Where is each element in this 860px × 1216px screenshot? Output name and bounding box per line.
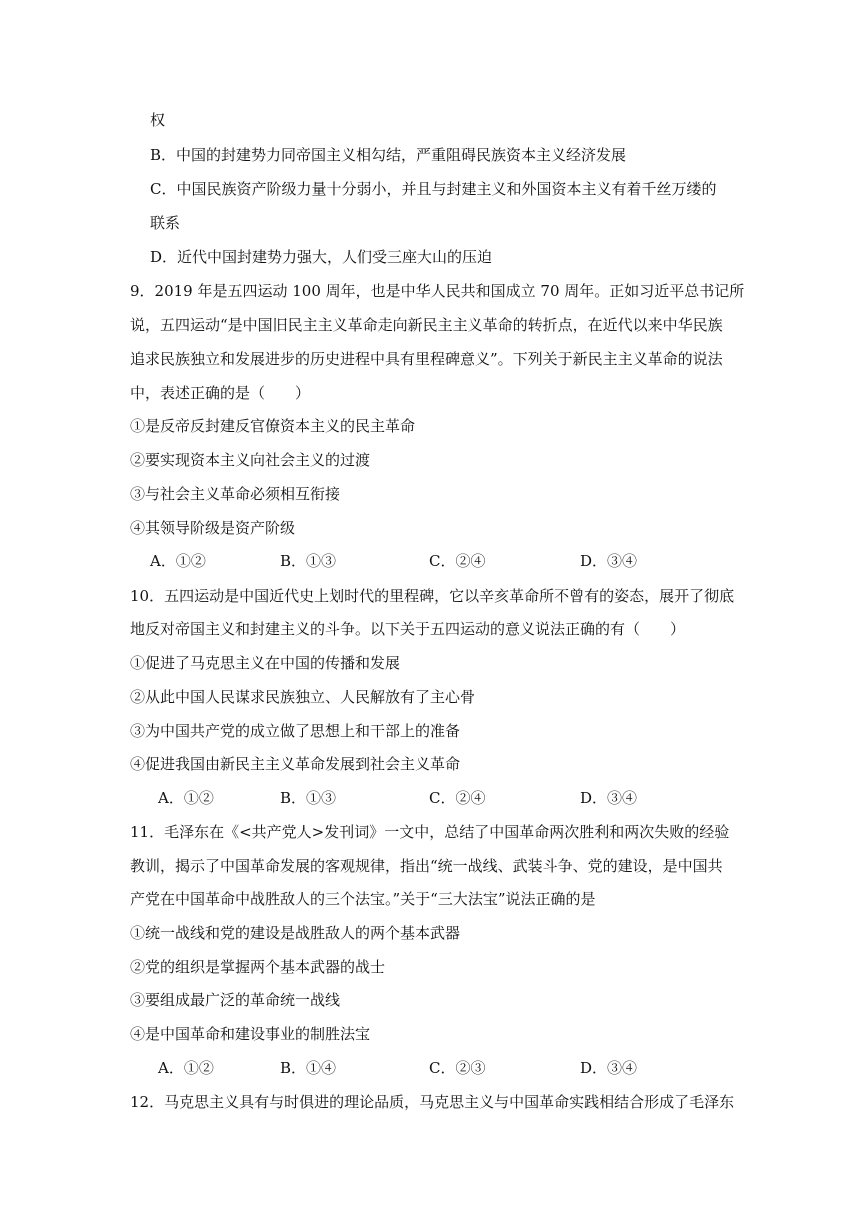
prev-option-b: B．中国的封建势力同帝国主义相勾结，严重阻碍民族资本主义经济发展 [150, 146, 627, 164]
prev-option-d: D．近代中国封建势力强大，人们受三座大山的压迫 [150, 248, 493, 266]
q11-option-c[interactable]: C．②③ [429, 1059, 486, 1077]
q10-option-a[interactable]: A．①② [158, 789, 214, 807]
q11-stem-line1: 11．毛泽东在《<共产党人>发刊词》一文中，总结了中国革命两次胜利和两次失败的经验 [130, 823, 730, 841]
q9-option-a[interactable]: A．①② [150, 552, 206, 570]
q9-option-d[interactable]: D．③④ [580, 552, 638, 570]
q11-item-4: ④是中国革命和建设事业的制胜法宝 [130, 1025, 371, 1043]
q9-stem-line2: 说，五四运动“是中国旧民主主义革命走向新民主主义革命的转折点，在近代以来中华民族 [130, 316, 723, 334]
q11-option-d[interactable]: D．③④ [580, 1059, 638, 1077]
q10-stem-line2: 地反对帝国主义和封建主义的斗争。以下关于五四运动的意义说法正确的有（ ） [130, 620, 686, 638]
q11-item-1: ①统一战线和党的建设是战胜敌人的两个基本武器 [130, 924, 461, 942]
q10-item-3: ③为中国共产党的成立做了思想上和干部上的准备 [130, 722, 461, 740]
q10-option-c[interactable]: C．②④ [429, 789, 486, 807]
q9-option-c[interactable]: C．②④ [429, 552, 486, 570]
q11-item-2: ②党的组织是掌握两个基本武器的战士 [130, 958, 386, 976]
q10-option-b[interactable]: B．①③ [280, 789, 337, 807]
q9-item-1: ①是反帝反封建反官僚资本主义的民主革命 [130, 417, 416, 435]
q11-options [150, 1058, 710, 1078]
q10-item-1: ①促进了马克思主义在中国的传播和发展 [130, 654, 401, 672]
prev-option-c-line2: 联系 [150, 214, 181, 232]
q10-item-4: ④促进我国由新民主主义革命发展到社会主义革命 [130, 755, 461, 773]
q9-option-b[interactable]: B．①③ [280, 552, 337, 570]
prev-option-c-line1: C．中国民族资产阶级力量十分弱小，并且与封建主义和外国资本主义有着千丝万缕的 [150, 180, 717, 198]
q11-stem-line2: 教训，揭示了中国革命发展的客观规律，指出“统一战线、武装斗争、党的建设，是中国共 [130, 857, 723, 875]
prev-option-a-tail: 权 [150, 111, 166, 129]
q11-stem-line3: 产党在中国革命中战胜敌人的三个法宝。”关于“三大法宝”说法正确的是 [130, 890, 596, 908]
q9-stem-line4: 中，表述正确的是（ ） [130, 384, 311, 402]
q9-item-3: ③与社会主义革命必须相互衔接 [130, 485, 341, 503]
q11-option-b[interactable]: B．①④ [280, 1059, 337, 1077]
q9-options [150, 551, 710, 571]
q11-item-3: ③要组成最广泛的革命统一战线 [130, 991, 341, 1009]
q12-stem-line1: 12．马克思主义具有与时俱进的理论品质，马克思主义与中国革命实践相结合形成了毛泽东 [130, 1093, 735, 1111]
q10-options [150, 788, 710, 808]
q10-stem-line1: 10．五四运动是中国近代史上划时代的里程碑，它以辛亥革命所不曾有的姿态，展开了彻底 [130, 587, 735, 605]
q9-item-2: ②要实现资本主义向社会主义的过渡 [130, 451, 371, 469]
q11-option-a[interactable]: A．①② [158, 1059, 214, 1077]
q10-item-2: ②从此中国人民谋求民族独立、人民解放有了主心骨 [130, 688, 476, 706]
q9-stem-line1: 9．2019 年是五四运动 100 周年，也是中华人民共和国成立 70 周年。正如习近平总书记所 [130, 282, 745, 300]
q9-item-4: ④其领导阶级是资产阶级 [130, 519, 296, 537]
q10-option-d[interactable]: D．③④ [580, 789, 638, 807]
q9-stem-line3: 追求民族独立和发展进步的历史进程中具有里程碑意义”。下列关于新民主主义革命的说法 [130, 350, 723, 368]
